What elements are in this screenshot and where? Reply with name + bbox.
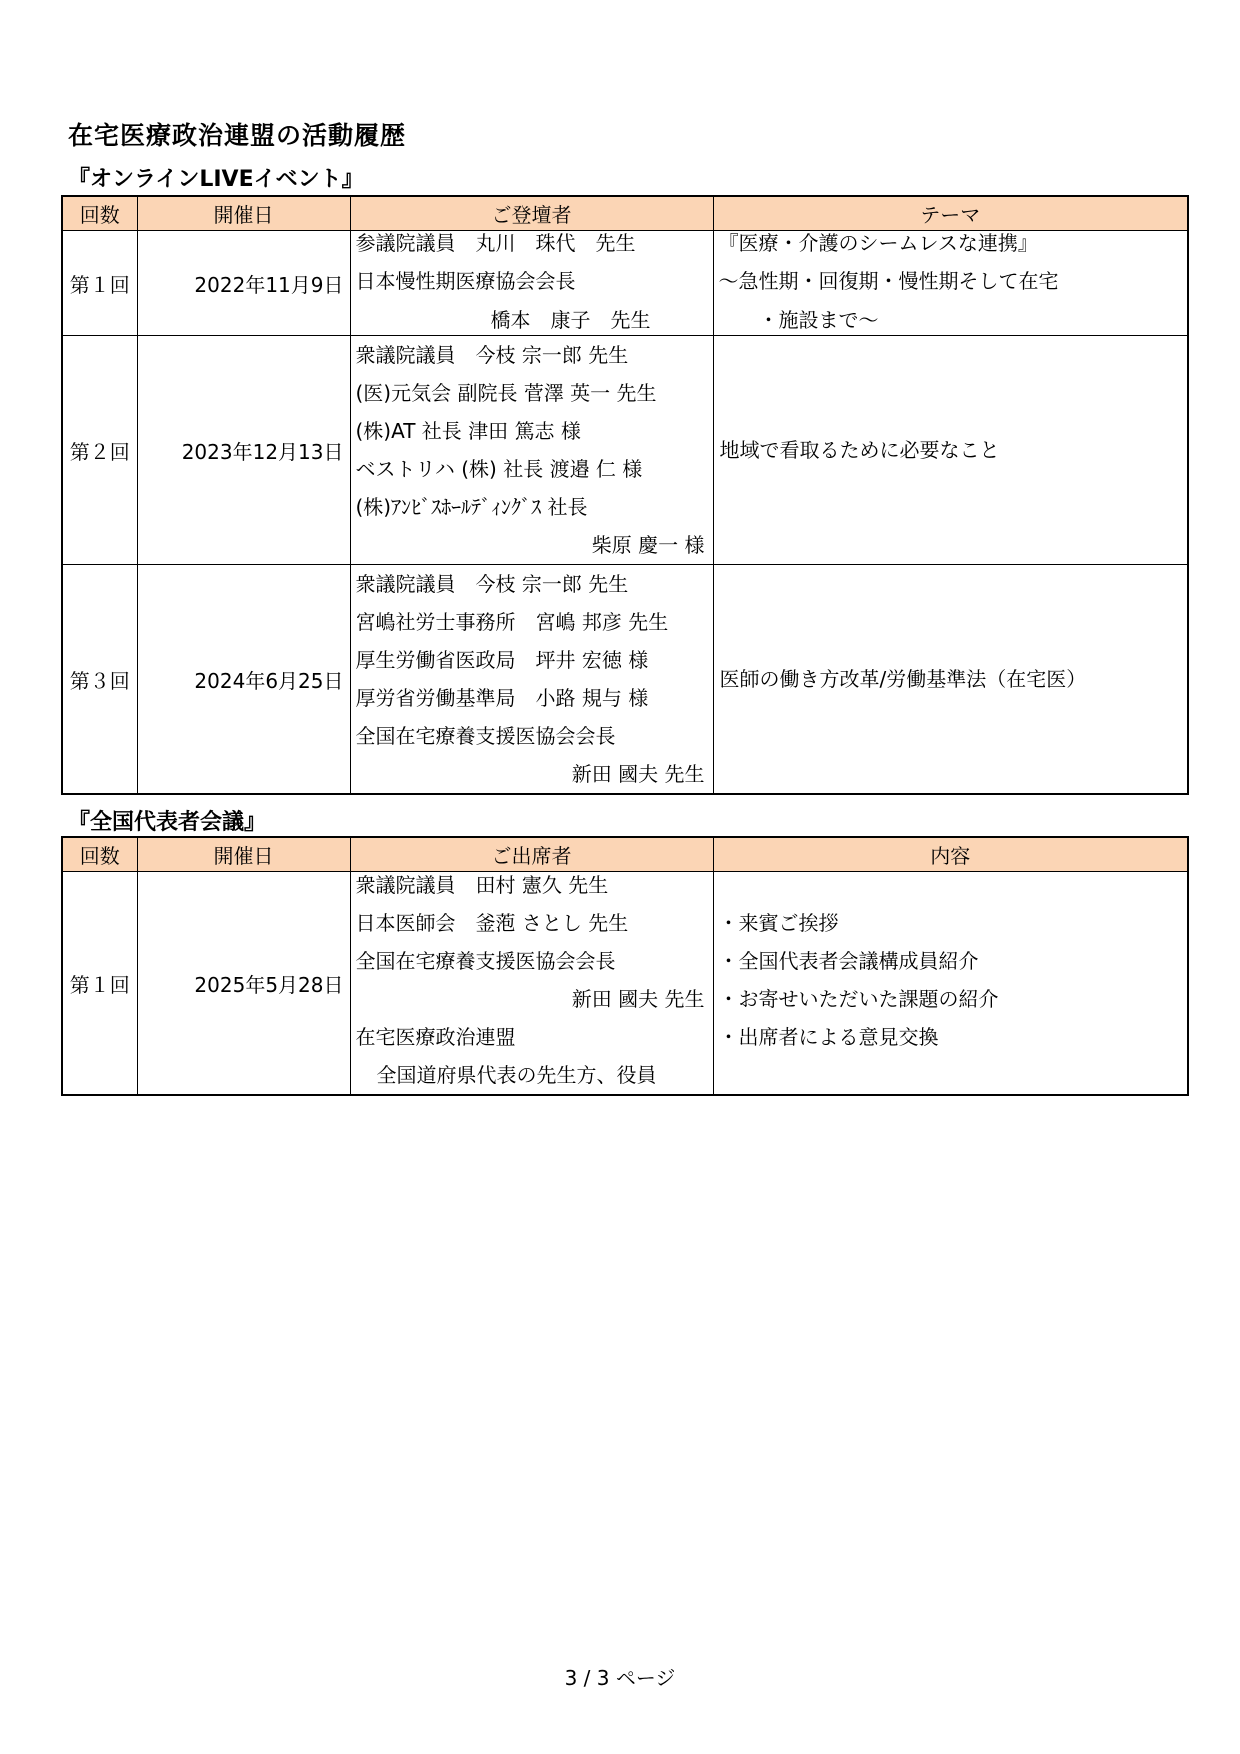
speaker-line: 橋本 康子 先生 bbox=[490, 308, 651, 332]
event-date: 2024年6月25日 bbox=[137, 565, 350, 795]
online-events-table bbox=[61, 195, 1189, 795]
theme-cell: 医師の働き方改革/労働基準法（在宅医） bbox=[713, 565, 1188, 795]
event-number: 第２回 bbox=[62, 336, 137, 565]
speaker-line: 宮嶋社労士事務所 宮嶋 邦彦 先生 bbox=[355, 610, 669, 634]
speaker-line: 衆議院議員 今枝 宗一郎 先生 bbox=[355, 343, 629, 367]
speaker-line: 日本慢性期医療協会会長 bbox=[355, 269, 576, 293]
speakers-cell bbox=[350, 565, 713, 795]
meeting-number: 第１回 bbox=[62, 872, 137, 1096]
speaker-line: 柴原 慶一 様 bbox=[591, 533, 705, 557]
attendees-cell bbox=[350, 872, 713, 1096]
speakers-cell bbox=[350, 231, 713, 336]
theme-cell: 地域で看取るために必要なこと bbox=[713, 336, 1188, 565]
attendee-line: 全国道府県代表の先生方、役員 bbox=[376, 1063, 657, 1087]
speaker-line: 新田 國夫 先生 bbox=[571, 762, 705, 786]
attendee-line: 新田 國夫 先生 bbox=[571, 987, 705, 1011]
header-attendees: ご出席者 bbox=[350, 837, 713, 872]
page-title: 在宅医療政治連盟の活動履歴 bbox=[68, 121, 407, 150]
attendee-line: 在宅医療政治連盟 bbox=[355, 1025, 516, 1049]
national-meetings-table bbox=[61, 836, 1189, 1096]
header-count: 回数 bbox=[62, 837, 137, 872]
speaker-line: 全国在宅療養支援医協会会長 bbox=[355, 724, 616, 748]
content-item: ・来賓ご挨拶 bbox=[718, 911, 839, 935]
attendee-line: 日本医師会 釜萢 さとし 先生 bbox=[355, 911, 629, 935]
speaker-line: 厚労省労働基準局 小路 規与 様 bbox=[355, 686, 649, 710]
header-speakers: ご登壇者 bbox=[350, 196, 713, 231]
content-cell bbox=[713, 872, 1188, 1096]
table-header-row bbox=[62, 837, 1188, 872]
header-count: 回数 bbox=[62, 196, 137, 231]
speaker-line: (株)AT 社長 津田 篤志 様 bbox=[355, 419, 581, 443]
content-item: ・お寄せいただいた課題の紹介 bbox=[718, 987, 999, 1011]
table-header-row bbox=[62, 196, 1188, 231]
header-theme: テーマ bbox=[713, 196, 1188, 231]
theme-cell bbox=[713, 231, 1188, 336]
table-row bbox=[62, 231, 1188, 336]
header-date: 開催日 bbox=[137, 196, 350, 231]
online-section-heading: 『オンラインLIVEイベント』 bbox=[68, 167, 364, 192]
speaker-line: (医)元気会 副院長 菅澤 英一 先生 bbox=[355, 381, 657, 405]
event-date: 2022年11月9日 bbox=[137, 231, 350, 336]
event-number: 第３回 bbox=[62, 565, 137, 795]
speaker-line: 参議院議員 丸川 珠代 先生 bbox=[355, 231, 636, 255]
event-number: 第１回 bbox=[62, 231, 137, 336]
speaker-line: 厚生労働省医政局 坪井 宏徳 様 bbox=[355, 648, 649, 672]
theme-line: 『医療・介護のシームレスな連携』 bbox=[718, 231, 1038, 255]
attendee-line: 全国在宅療養支援医協会会長 bbox=[355, 949, 616, 973]
content-item: ・出席者による意見交換 bbox=[718, 1025, 939, 1049]
event-date: 2023年12月13日 bbox=[137, 336, 350, 565]
national-section-heading: 『全国代表者会議』 bbox=[68, 810, 267, 835]
table-row bbox=[62, 565, 1188, 795]
theme-line: ～急性期・回復期・慢性期そして在宅 bbox=[718, 269, 1059, 293]
table-row bbox=[62, 872, 1188, 1096]
speakers-cell bbox=[350, 336, 713, 565]
speaker-line: 衆議院議員 今枝 宗一郎 先生 bbox=[355, 572, 629, 596]
header-date: 開催日 bbox=[137, 837, 350, 872]
speaker-line: ベストリハ (株) 社長 渡邉 仁 様 bbox=[355, 457, 643, 481]
speaker-line: (株)ｱﾝﾋﾞｽﾎｰﾙﾃﾞｨﾝｸﾞｽ 社長 bbox=[355, 495, 588, 519]
theme-line: ・施設まで～ bbox=[738, 308, 879, 332]
page-number: 3 / 3 ページ bbox=[564, 1666, 676, 1690]
header-content: 内容 bbox=[713, 837, 1188, 872]
meeting-date: 2025年5月28日 bbox=[137, 872, 350, 1096]
content-item: ・全国代表者会議構成員紹介 bbox=[718, 949, 979, 973]
attendee-line: 衆議院議員 田村 憲久 先生 bbox=[355, 873, 609, 897]
table-row bbox=[62, 336, 1188, 565]
